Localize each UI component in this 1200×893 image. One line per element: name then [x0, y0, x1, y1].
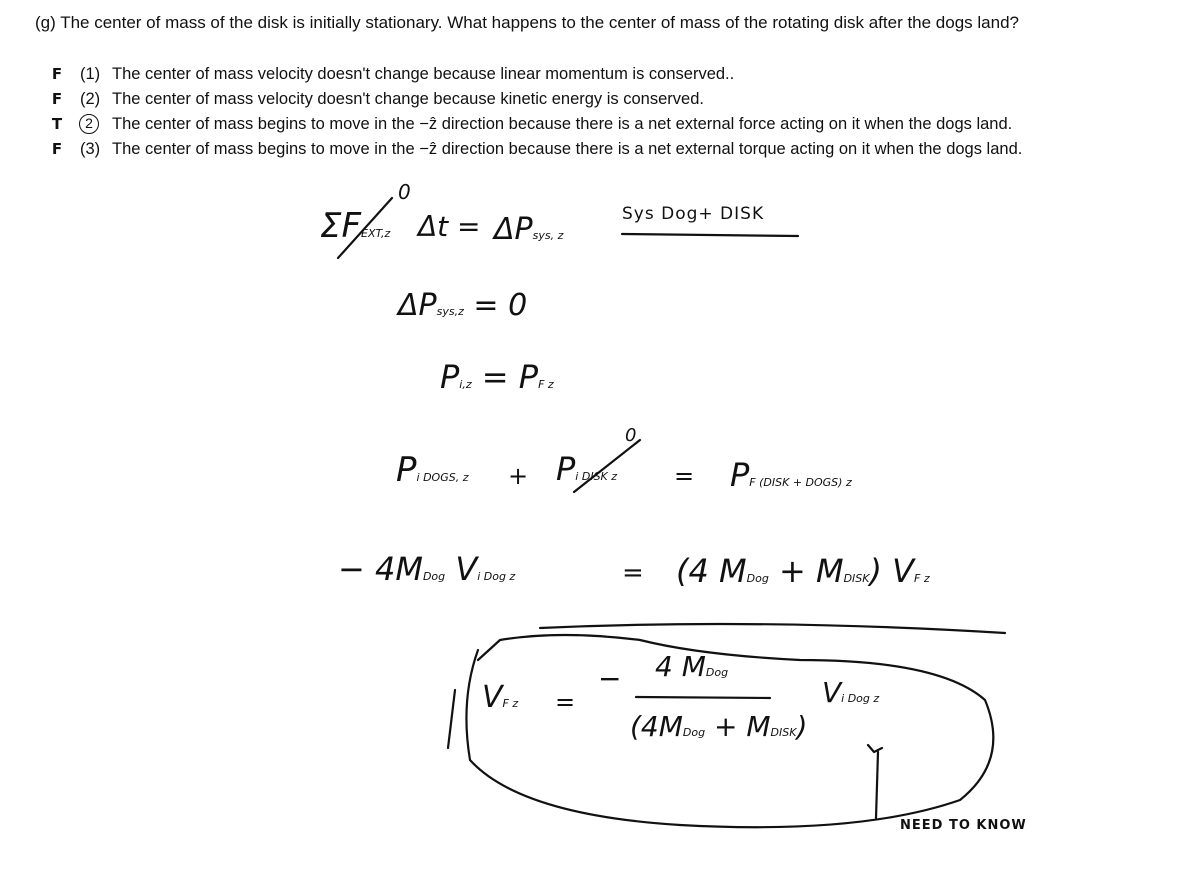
eq2: ΔPsys,z = 0: [398, 288, 528, 323]
eq1-mid: Δt =: [418, 210, 481, 243]
eq4-plus: +: [508, 462, 529, 490]
eq5-left: − 4MDog Vi Dog z: [338, 550, 516, 588]
option-1-mark: F: [51, 65, 63, 83]
eq4-zero-mark: 0: [625, 425, 637, 446]
option-3-number-circled: 2: [79, 114, 99, 134]
result-velocity: Vi Dog z: [822, 676, 880, 709]
system-label: Sys Dog+ DISK: [622, 204, 765, 224]
eq1-zero-mark: 0: [398, 180, 411, 204]
option-2-number: (2): [80, 90, 101, 108]
separator-line: [540, 624, 1005, 633]
eq4-final: PF (DISK + DOGS) z: [730, 456, 852, 494]
option-2-mark: F: [51, 90, 63, 108]
result-equals: =: [555, 688, 576, 716]
need-to-know-note: NEED TO KNOW: [900, 818, 1027, 833]
option-1-number: (1): [80, 65, 101, 83]
eq4-disk: Pi DISK z: [556, 450, 618, 488]
eq1-right: ΔPsys, z: [494, 212, 564, 247]
eq1-left: ΣFEXT,z: [320, 206, 391, 246]
option-4-number: (3): [80, 140, 101, 158]
option-4-mark: F: [51, 140, 63, 158]
option-3-text: The center of mass begins to move in the −ẑ direction because there is a net external force acting on it when the dogs land.: [112, 115, 1013, 133]
option-4-text: The center of mass begins to move in the −ẑ direction because there is a net external torque acting on it when the dogs land.: [112, 140, 1023, 158]
eq5-equals: =: [622, 558, 644, 588]
result-numerator: 4 MDog: [655, 650, 729, 683]
note-pointer: [868, 745, 882, 818]
result-denominator: (4MDog + MDISK): [630, 710, 808, 743]
option-1-text: The center of mass velocity doesn't change because linear momentum is conserved..: [112, 65, 735, 83]
eq3: Pi,z = PF z: [440, 358, 554, 396]
result-minus: −: [598, 662, 622, 695]
eq4-equals: =: [674, 462, 695, 490]
sys-underline: [622, 234, 798, 236]
question-text: (g) The center of mass of the disk is initially stationary. What happens to the center of mass of the rotating disk after the dogs land?: [35, 13, 1019, 32]
option-3-mark: T: [51, 115, 63, 133]
eq5-right: (4 MDog + MDISK) VF z: [676, 552, 930, 590]
result-left: VF z: [482, 680, 519, 715]
start-tick: [448, 690, 455, 748]
eq4-dogs: Pi DOGS, z: [396, 450, 469, 490]
option-2-text: The center of mass velocity doesn't change because kinetic energy is conserved.: [112, 90, 704, 108]
fraction-bar: [636, 697, 770, 698]
